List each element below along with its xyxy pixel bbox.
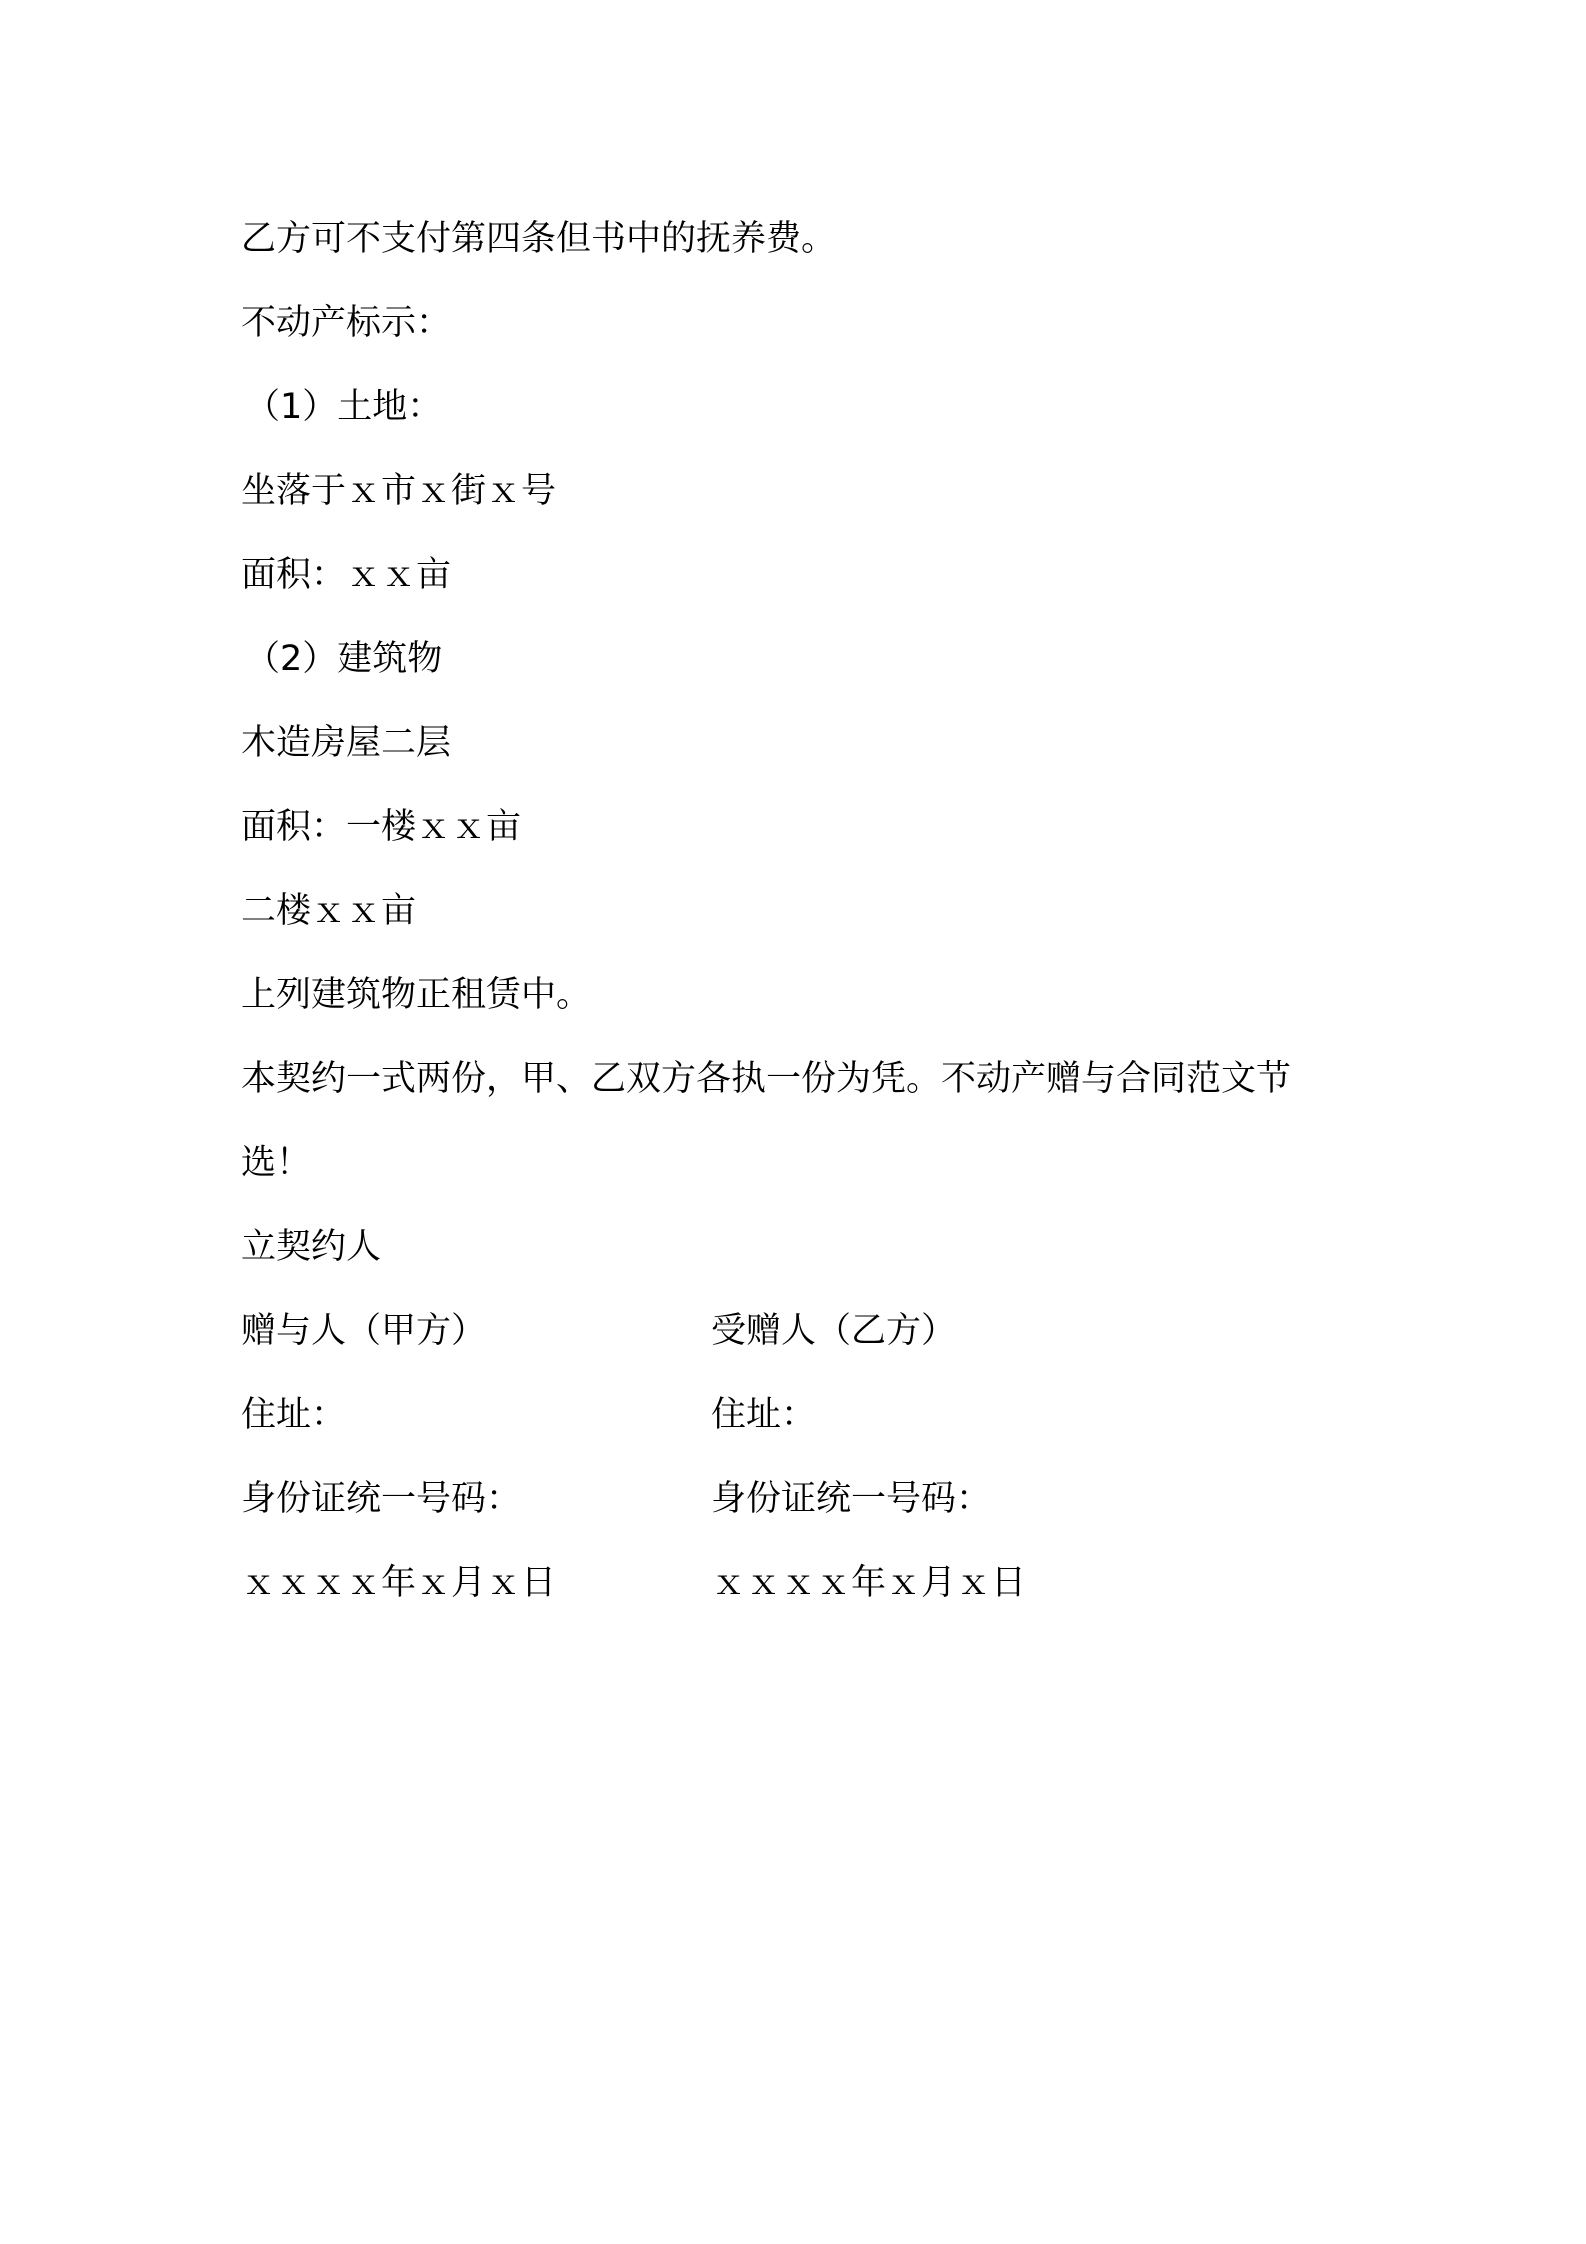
- donor-label: 赠与人（甲方）: [241, 1311, 487, 1351]
- donee-label: 受赠人（乙方）: [711, 1311, 957, 1351]
- building-area-second-floor: 二楼ｘｘ亩: [241, 891, 417, 931]
- item-land: （1）土地：: [245, 387, 443, 427]
- land-area: 面积：ｘｘ亩: [241, 555, 452, 595]
- paragraph-alimony: 乙方可不支付第四条但书中的抚养费。: [241, 219, 837, 259]
- heading-contracting-parties: 立契约人: [241, 1227, 382, 1267]
- paragraph-copies-continued: 选！: [241, 1143, 312, 1183]
- signature-row-id: [241, 1457, 1351, 1541]
- land-location: 坐落于ｘ市ｘ街ｘ号: [241, 471, 557, 511]
- building-area-first-floor: 面积：一楼ｘｘ亩: [241, 807, 522, 847]
- donor-date: ｘｘｘｘ年ｘ月ｘ日: [241, 1563, 557, 1603]
- document-body: [241, 197, 1351, 1625]
- building-type: 木造房屋二层: [241, 723, 452, 763]
- donee-address: 住址：: [711, 1395, 817, 1435]
- donor-id: 身份证统一号码：: [241, 1479, 522, 1519]
- item-building: （2）建筑物: [245, 639, 443, 679]
- building-lease-note: 上列建筑物正租赁中。: [241, 975, 592, 1015]
- paragraph-copies: 本契约一式两份，甲、乙双方各执一份为凭。不动产赠与合同范文节: [241, 1059, 1292, 1099]
- donor-address: 住址：: [241, 1395, 347, 1435]
- heading-property-description: 不动产标示：: [241, 303, 452, 343]
- signature-row-parties: [241, 1289, 1351, 1373]
- donee-date: ｘｘｘｘ年ｘ月ｘ日: [711, 1563, 1027, 1603]
- signature-row-address: [241, 1373, 1351, 1457]
- donee-id: 身份证统一号码：: [711, 1479, 992, 1519]
- signature-row-date: [241, 1541, 1351, 1625]
